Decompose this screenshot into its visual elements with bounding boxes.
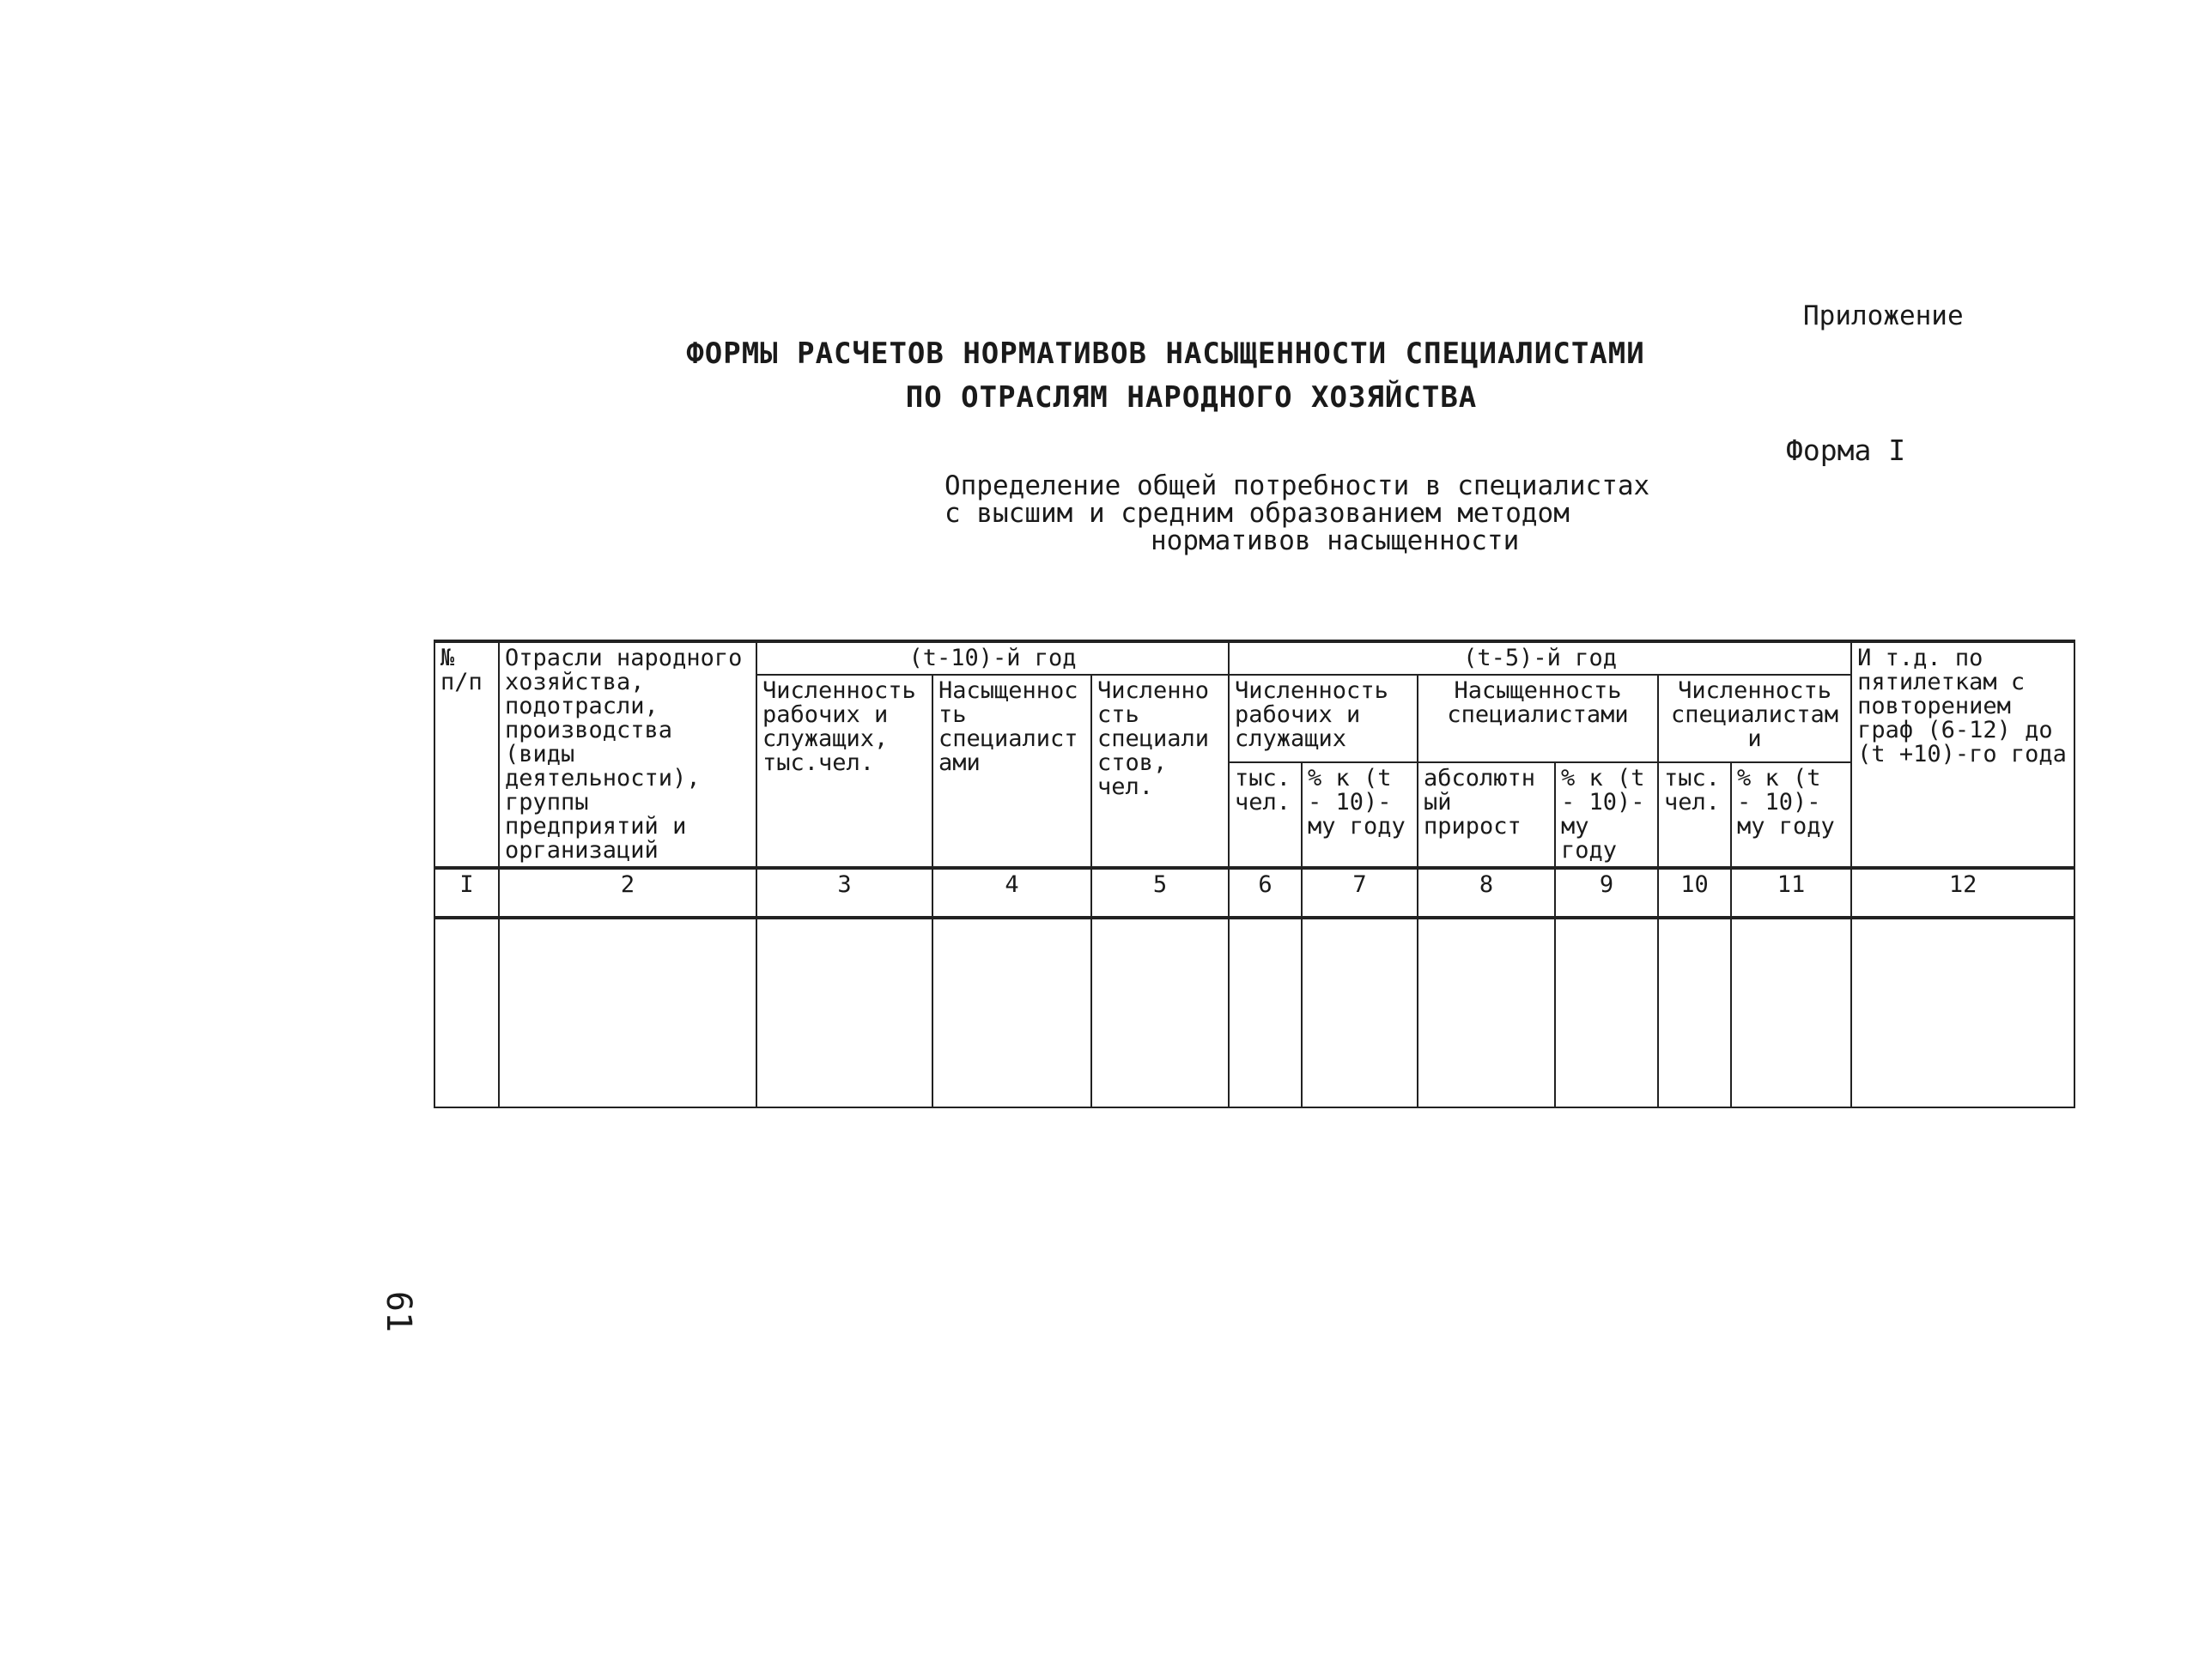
appendix-label: Приложение xyxy=(1803,300,1964,331)
page-number: 61 xyxy=(379,1290,419,1333)
col-num-11: 11 xyxy=(1731,868,1851,918)
g2-spec-abs-header: тыс. чел. xyxy=(1658,762,1731,868)
blank-cell xyxy=(434,918,499,1107)
blank-cell xyxy=(1418,918,1555,1107)
col-num-4: 4 xyxy=(932,868,1091,918)
calculation-form-table xyxy=(434,640,2075,1108)
blank-cell xyxy=(1851,918,2074,1107)
col-num-1: I xyxy=(434,868,499,918)
blank-cell xyxy=(932,918,1091,1107)
col-num-8: 8 xyxy=(1418,868,1555,918)
group-t-minus-10-header: (t-10)-й год xyxy=(756,641,1229,675)
col-num-2: 2 xyxy=(499,868,756,918)
col-num-5: 5 xyxy=(1091,868,1229,918)
blank-cell xyxy=(1229,918,1302,1107)
blank-cell xyxy=(1302,918,1418,1107)
col-further-header: И т.д. по пятилеткам с повторением граф (6-12) до (t +10)-го года xyxy=(1851,641,2074,868)
blank-cell xyxy=(1731,918,1851,1107)
subtitle-line3: нормативов насыщенности xyxy=(1151,525,1520,556)
col-num-9: 9 xyxy=(1555,868,1658,918)
g2-saturation-header: Насыщенность специалистами xyxy=(1418,675,1658,762)
col-number-header: № п/п xyxy=(434,641,499,868)
g2-workers-abs-header: тыс. чел. xyxy=(1229,762,1302,868)
blank-cell xyxy=(1091,918,1229,1107)
subtitle-line1: Определение общей потребности в специалистах xyxy=(945,470,1650,501)
col-num-6: 6 xyxy=(1229,868,1302,918)
col-num-3: 3 xyxy=(756,868,932,918)
blank-cell xyxy=(1658,918,1731,1107)
main-title-line2: ПО ОТРАСЛЯМ НАРОДНОГО ХОЗЯЙСТВА xyxy=(905,380,1478,415)
col-num-7: 7 xyxy=(1302,868,1418,918)
form-subtitle xyxy=(945,472,1649,555)
blank-cell xyxy=(1555,918,1658,1107)
form-label: Форма I xyxy=(1786,434,1906,467)
g2-sat-abs-header: абсолютный прирост xyxy=(1418,762,1555,868)
blank-cell xyxy=(756,918,932,1107)
col-num-10: 10 xyxy=(1658,868,1731,918)
subtitle-line2: с высшим и средним образованием методом xyxy=(945,498,1570,529)
header-row-groups xyxy=(434,641,2074,675)
g2-workers-header: Численность рабочих и служащих xyxy=(1229,675,1418,762)
group-t-minus-5-header: (t-5)-й год xyxy=(1229,641,1851,675)
col-branch-header: Отрасли народного хозяйства, подотрасли, производства (виды деятельности), группы предприятий и организаций xyxy=(499,641,756,868)
g2-sat-pct-header: % к (t - 10)-му году xyxy=(1555,762,1658,868)
g2-spec-pct-header: % к (t - 10)-му году xyxy=(1731,762,1851,868)
g2-specialists-header: Численность специалистами xyxy=(1658,675,1851,762)
col-num-12: 12 xyxy=(1851,868,2074,918)
column-number-row xyxy=(434,868,2074,918)
g1-saturation-header: Насыщенность специалистами xyxy=(932,675,1091,868)
blank-cell xyxy=(499,918,756,1107)
main-title-line1: ФОРМЫ РАСЧЕТОВ НОРМАТИВОВ НАСЫЩЕННОСТИ СПЕЦИАЛИСТАМИ xyxy=(686,337,1645,371)
blank-data-row xyxy=(434,918,2074,1107)
g1-specialists-header: Численность специалистов, чел. xyxy=(1091,675,1229,868)
g1-workers-header: Численность рабочих и служащих, тыс.чел. xyxy=(756,675,932,868)
g2-workers-pct-header: % к (t - 10)-му году xyxy=(1302,762,1418,868)
